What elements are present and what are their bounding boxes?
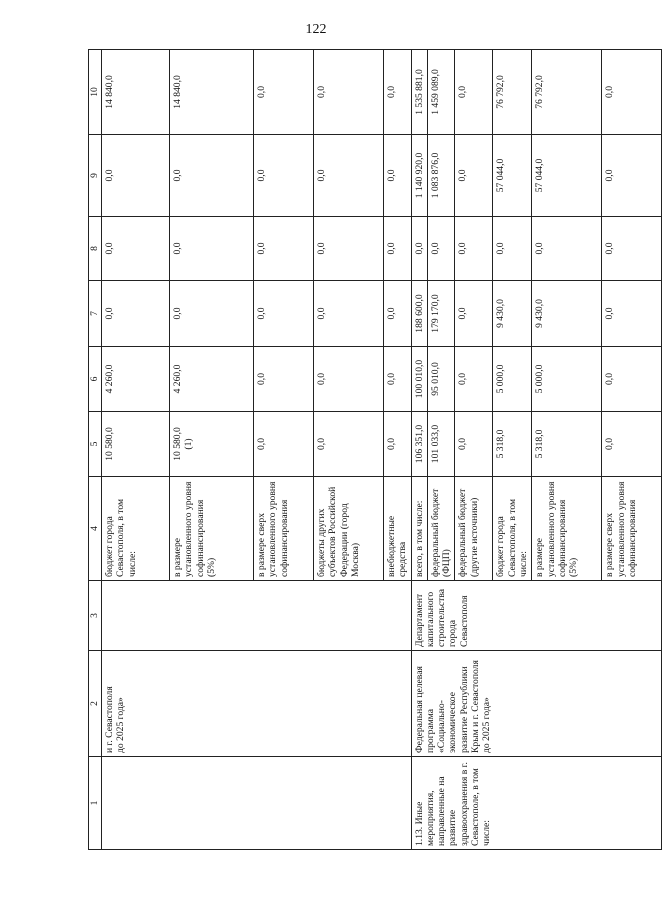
cell-value: 5 318,0 xyxy=(493,412,532,477)
cell-value: 0,0 xyxy=(455,135,493,217)
page-number: 122 xyxy=(305,22,327,37)
cell-value: 0,0 xyxy=(602,50,662,135)
header-cell: 9 xyxy=(89,135,102,217)
header-cell: 10 xyxy=(89,50,102,135)
cell-value: 0,0 xyxy=(254,50,314,135)
cell-value: 0,0 xyxy=(602,217,662,281)
cell-value: 0,0 xyxy=(384,281,412,347)
cell-value: 0,0 xyxy=(384,217,412,281)
table-row xyxy=(411,50,427,850)
cell-source: в размере сверх установленного уровня софинансирования xyxy=(254,477,314,581)
table-row xyxy=(102,50,170,850)
cell-value: 0,0 xyxy=(314,135,384,217)
cell-value: 10 580,0 (1) xyxy=(170,412,254,477)
cell-value: 95 010,0 xyxy=(427,347,455,412)
header-cell: 1 xyxy=(89,757,102,850)
cell-value: 0,0 xyxy=(314,412,384,477)
cell-value: 0,0 xyxy=(602,347,662,412)
cell-source: бюджет города Севастополя, в том числе: xyxy=(493,477,532,581)
budget-table xyxy=(88,49,662,850)
cell-value: 14 840,0 xyxy=(170,50,254,135)
cell-value: 14 840,0 xyxy=(102,50,170,135)
cell-value: 0,0 xyxy=(314,281,384,347)
cell-value: 0,0 xyxy=(384,347,412,412)
cell-value: 1 459 089,0 xyxy=(427,50,455,135)
cell-value: 1 083 876,0 xyxy=(427,135,455,217)
cell-program: и г. Севастополя до 2025 года» xyxy=(102,651,412,757)
cell-value: 9 430,0 xyxy=(493,281,532,347)
cell-value: 0,0 xyxy=(254,217,314,281)
cell-value: 0,0 xyxy=(314,347,384,412)
cell-source: в размере установленного уровня софинансирования (5%) xyxy=(170,477,254,581)
cell-value: 9 430,0 xyxy=(532,281,602,347)
cell-value: 188 600,0 xyxy=(411,281,427,347)
cell-value: 0,0 xyxy=(384,50,412,135)
cell-value: 1 535 881,0 xyxy=(411,50,427,135)
cell-value: 10 580,0 xyxy=(102,412,170,477)
cell-value: 1 140 920,0 xyxy=(411,135,427,217)
cell-value: 0,0 xyxy=(602,135,662,217)
cell-value: 5 000,0 xyxy=(532,347,602,412)
cell-value: 5 000,0 xyxy=(493,347,532,412)
header-cell: 7 xyxy=(89,281,102,347)
cell-value: 0,0 xyxy=(254,135,314,217)
cell-value: 0,0 xyxy=(102,217,170,281)
cell-value: 76 792,0 xyxy=(532,50,602,135)
rotated-table-container xyxy=(88,50,638,850)
cell-source: в размере установленного уровня софинансирования (5%) xyxy=(532,477,602,581)
cell-value: 106 351,0 xyxy=(411,412,427,477)
cell-source: федеральный бюджет (ФЦП) xyxy=(427,477,455,581)
header-cell: 3 xyxy=(89,581,102,651)
cell-value: 0,0 xyxy=(602,412,662,477)
header-cell: 6 xyxy=(89,347,102,412)
header-row xyxy=(89,50,102,850)
cell-source: в размере сверх установленного уровня софинансирования xyxy=(602,477,662,581)
cell-value: 0,0 xyxy=(455,347,493,412)
cell-value: 0,0 xyxy=(384,412,412,477)
cell-value: 0,0 xyxy=(314,50,384,135)
cell-source: бюджеты других субъектов Российской Федерации (город Москва) xyxy=(314,477,384,581)
cell-value: 0,0 xyxy=(455,281,493,347)
cell-value: 0,0 xyxy=(411,217,427,281)
cell-value: 57 044,0 xyxy=(532,135,602,217)
cell-value: 0,0 xyxy=(602,281,662,347)
header-cell: 4 xyxy=(89,477,102,581)
cell-value: 4 260,0 xyxy=(170,347,254,412)
cell-value: 0,0 xyxy=(102,135,170,217)
cell-executor xyxy=(102,581,412,651)
cell-activity xyxy=(102,757,412,850)
cell-value: 101 033,0 xyxy=(427,412,455,477)
cell-value: 0,0 xyxy=(254,281,314,347)
cell-value: 4 260,0 xyxy=(102,347,170,412)
cell-value: 0,0 xyxy=(170,281,254,347)
cell-value: 0,0 xyxy=(254,347,314,412)
header-cell: 5 xyxy=(89,412,102,477)
cell-source: внебюджетные средства xyxy=(384,477,412,581)
header-cell: 8 xyxy=(89,217,102,281)
cell-value: 0,0 xyxy=(254,412,314,477)
cell-source: бюджет города Севастополя, в том числе: xyxy=(102,477,170,581)
cell-source: всего, в том числе: xyxy=(411,477,427,581)
cell-activity: 1.13. Иные мероприятия, направленные на развитие здравоохранения в г. Севастополе, в том числе: xyxy=(411,757,662,850)
cell-value: 179 170,0 xyxy=(427,281,455,347)
cell-value: 0,0 xyxy=(102,281,170,347)
cell-value: 5 318,0 xyxy=(532,412,602,477)
cell-value: 0,0 xyxy=(532,217,602,281)
cell-value: 76 792,0 xyxy=(493,50,532,135)
cell-value: 0,0 xyxy=(493,217,532,281)
cell-value: 0,0 xyxy=(455,217,493,281)
cell-value: 0,0 xyxy=(455,50,493,135)
cell-executor: Департамент капитального строительства города Севастополя xyxy=(411,581,662,651)
cell-value: 0,0 xyxy=(455,412,493,477)
cell-value: 57 044,0 xyxy=(493,135,532,217)
cell-value: 100 010,0 xyxy=(411,347,427,412)
cell-value: 0,0 xyxy=(384,135,412,217)
cell-value: 0,0 xyxy=(427,217,455,281)
cell-value: 0,0 xyxy=(170,217,254,281)
cell-source: федеральный бюджет (другие источники) xyxy=(455,477,493,581)
cell-program: Федеральная целевая программа «Социально-экономическое развитие Республики Крым и г. Севастополя до 2025 года» xyxy=(411,651,662,757)
cell-value: 0,0 xyxy=(170,135,254,217)
header-cell: 2 xyxy=(89,651,102,757)
cell-value: 0,0 xyxy=(314,217,384,281)
